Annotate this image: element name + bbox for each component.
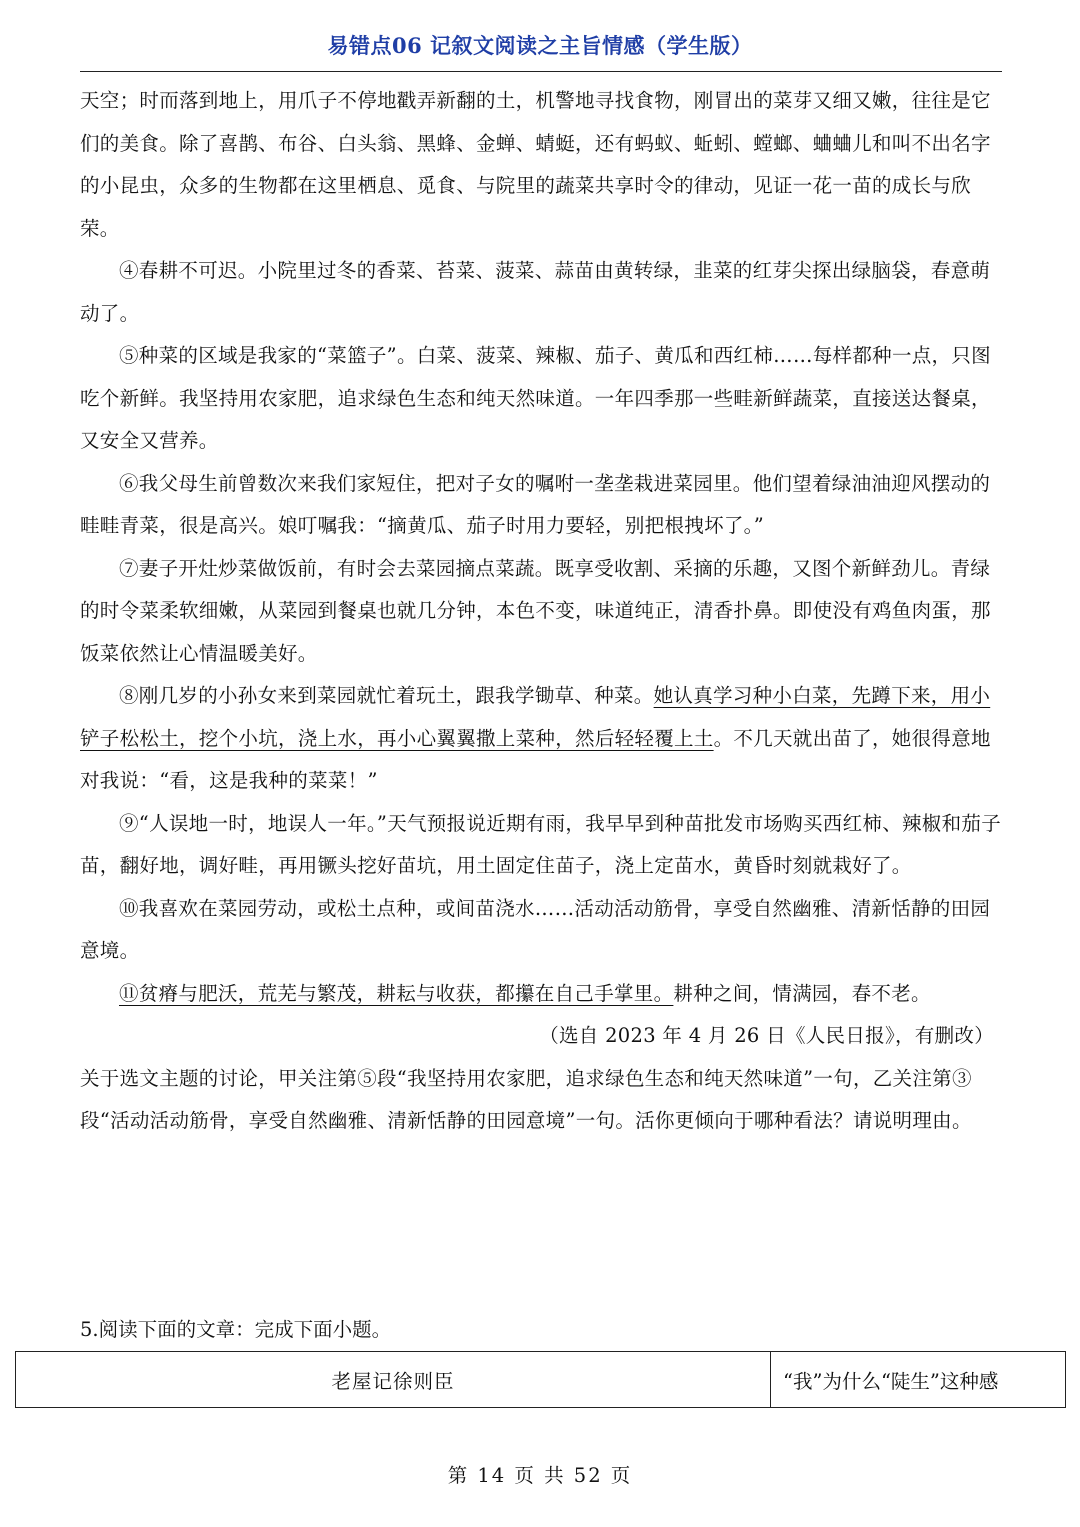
paragraph-4: ④春耕不可迟。小院里过冬的香菜、苔菜、菠菜、蒜苗由黄转绿，韭菜的红芽尖探出绿脑袋，春意萌动了。: [80, 259, 991, 325]
paragraph-11-text: 耕种之间，情满园，春不老。: [673, 981, 931, 1005]
question-5-table: [15, 1351, 1066, 1408]
paragraph-5: ⑤种菜的区域是我家的“菜篮子”。白菜、菠菜、辣椒、茄子、黄瓜和西红柿……每样都种一点，只图吃个新鲜。我坚持用农家肥，追求绿色生态和纯天然味道。一年四季那一些畦新鲜蔬菜，直接送达餐桌，又安全又营养。: [80, 344, 991, 452]
paragraph-10: ⑩我喜欢在菜园劳动，或松土点种，或间苗浇水……活动活动筋骨，享受自然幽雅、清新恬静的田园意境。: [80, 896, 991, 962]
paragraph-11-underlined: ⑪贫瘠与肥沃，荒芜与繁茂，耕耘与收获，都攥在自己手掌里。: [119, 981, 674, 1005]
paragraph-11: [80, 973, 1002, 1016]
paragraph-9: ⑨“人误地一时，地误人一年。”天气预报说近期有雨，我早早到种苗批发市场购买西红柿、辣椒和茄子苗，翻好地，调好畦，再用镢头挖好苗坑，用土固定住苗子，浇上定苗水，黄昏时刻就栽好了。: [80, 811, 1001, 877]
paragraph-7: ⑦妻子开灶炒菜做饭前，有时会去菜园摘点菜蔬。既享受收割、采摘的乐趣，又图个新鲜劲儿。青绿的时令菜柔软细嫩，从菜园到餐桌也就几分钟，本色不变，味道纯正，清香扑鼻。即使没有鸡鱼肉蛋，那饭菜依然让心情温暖美好。: [80, 556, 991, 665]
paragraph-6: ⑥我父母生前曾数次来我们家短住，把对子女的嘱咐一垄垄栽进菜园里。他们望着绿油油迎风摆动的畦畦青菜，很是高兴。娘叮嘱我：“摘黄瓜、茄子时用力要轻，别把根拽坏了。”: [80, 471, 991, 537]
paragraph-8-text-end: 。不几天就出苗了，她很得意地对我说：“看，这是我种的菜菜！”: [80, 726, 991, 792]
paragraph-8-underlined: 她认真学习种小白菜，先蹲下来，用小铲子松松土，挖个小坑，浇上水，再小心翼翼撒上菜种，然后轻轻覆上土: [80, 684, 991, 750]
article-source: （选自 2023 年 4 月 26 日《人民日报》，有删改）: [539, 1024, 994, 1047]
page-header-title: 易错点06 记叙文阅读之主旨情感（学生版）: [327, 33, 753, 58]
page-number: 第 14 页 共 52 页: [447, 1464, 633, 1487]
paragraph-continued: 天空；时而落到地上，用爪子不停地戳弄新翻的土，机警地寻找食物，刚冒出的菜芽又细又嫩，往往是它们的美食。除了喜鹊、布谷、白头翁、黑蜂、金蝉、蜻蜓，还有蚂蚁、蚯蚓、螳螂、蛐蛐儿和叫不出名字的小昆虫，众多的生物都在这里栖息、觅食、与院里的蔬菜共享时令的律动，见证一花一苗的成长与欣荣。: [80, 89, 991, 240]
article-body: [80, 80, 1002, 1143]
paragraph-8: [80, 675, 1002, 803]
table-cell-article-title: 老屋记徐则臣: [16, 1352, 771, 1408]
table-row: [16, 1352, 1066, 1408]
question-text: 关于选文主题的讨论，甲关注第⑤段“我坚持用农家肥，追求绿色生态和纯天然味道”一句，乙关注第③段“活动活动筋骨，享受自然幽雅、清新恬静的田园意境”一句。活你更倾向于哪种看法？请说明理由。: [80, 1066, 972, 1132]
paragraph-8-text: ⑧刚几岁的小孙女来到菜园就忙着玩土，跟我学锄草、种菜。: [119, 684, 654, 707]
question-5-prompt: 5.阅读下面的文章：完成下面小题。: [80, 1318, 392, 1341]
table-cell-question: “我”为什么“陡生”这种感: [771, 1352, 1066, 1408]
header-divider: [80, 71, 1002, 72]
